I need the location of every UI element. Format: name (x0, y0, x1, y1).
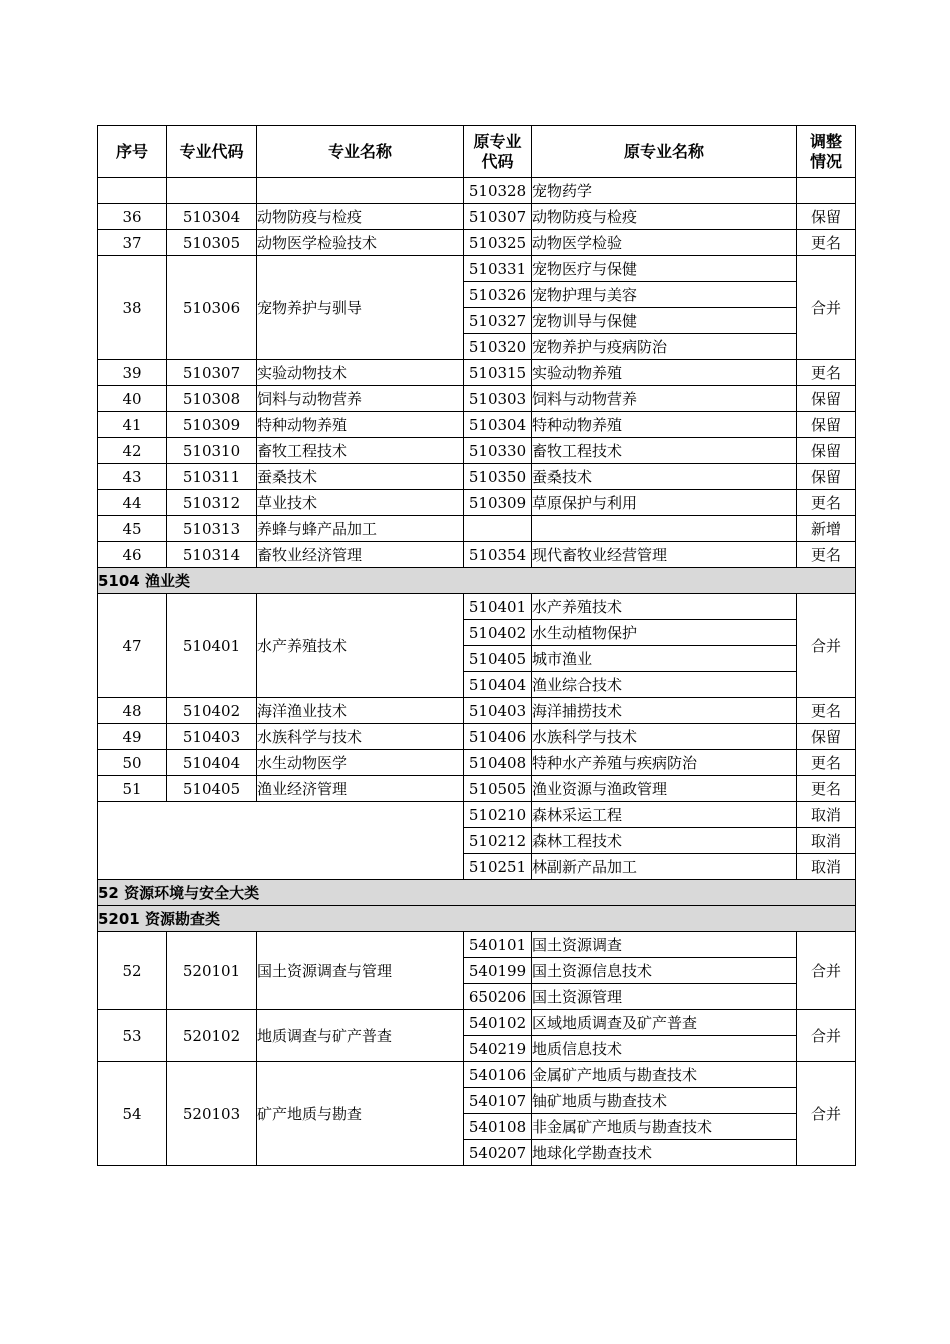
code-cell: 510402 (167, 698, 257, 724)
table-row (98, 698, 856, 724)
seq-cell: 54 (98, 1062, 167, 1166)
orig-name-cell: 国土资源信息技术 (532, 958, 797, 984)
status-cell: 新增 (797, 516, 856, 542)
orig-name-cell (532, 516, 797, 542)
name-cell: 矿产地质与勘查 (257, 1062, 464, 1166)
seq-cell: 39 (98, 360, 167, 386)
table-row (98, 750, 856, 776)
header-status-line2: 情况 (809, 151, 842, 171)
code-cell: 510403 (167, 724, 257, 750)
name-cell: 动物防疫与检疫 (257, 204, 464, 230)
orig-name-cell: 地质信息技术 (532, 1036, 797, 1062)
orig-code-cell (464, 516, 532, 542)
orig-name-cell: 水族科学与技术 (532, 724, 797, 750)
table-row (98, 1010, 856, 1036)
name-cell: 畜牧业经济管理 (257, 542, 464, 568)
code-cell (167, 178, 257, 204)
status-cell (797, 178, 856, 204)
orig-code-cell: 510403 (464, 698, 532, 724)
orig-code-cell: 510404 (464, 672, 532, 698)
orig-name-cell: 国土资源调查 (532, 932, 797, 958)
orig-code-cell: 510327 (464, 308, 532, 334)
orig-name-cell: 特种动物养殖 (532, 412, 797, 438)
orig-code-cell: 510212 (464, 828, 532, 854)
seq-cell: 37 (98, 230, 167, 256)
name-cell: 养蜂与蜂产品加工 (257, 516, 464, 542)
orig-name-cell: 海洋捕捞技术 (532, 698, 797, 724)
table-row (98, 490, 856, 516)
orig-name-cell: 水生动植物保护 (532, 620, 797, 646)
seq-cell (98, 178, 167, 204)
seq-cell: 42 (98, 438, 167, 464)
table-row (98, 386, 856, 412)
orig-name-cell: 渔业资源与渔政管理 (532, 776, 797, 802)
seq-cell: 45 (98, 516, 167, 542)
code-cell: 510308 (167, 386, 257, 412)
code-cell: 510404 (167, 750, 257, 776)
status-cell: 更名 (797, 698, 856, 724)
orig-code-cell: 510354 (464, 542, 532, 568)
status-cell: 合并 (797, 256, 856, 360)
orig-code-cell: 510251 (464, 854, 532, 880)
header-status-line1: 调整 (809, 131, 842, 151)
category-label: 5201 资源勘查类 (98, 906, 856, 932)
table-row (98, 464, 856, 490)
header-status (797, 126, 856, 178)
category-label: 5104 渔业类 (98, 568, 856, 594)
orig-code-cell: 650206 (464, 984, 532, 1010)
status-cell: 保留 (797, 724, 856, 750)
orig-code-cell: 510309 (464, 490, 532, 516)
orig-code-cell: 540102 (464, 1010, 532, 1036)
orig-name-cell: 宠物训导与保健 (532, 308, 797, 334)
table-row (98, 360, 856, 386)
seq-cell: 47 (98, 594, 167, 698)
name-cell: 特种动物养殖 (257, 412, 464, 438)
name-cell: 水产养殖技术 (257, 594, 464, 698)
code-cell: 510401 (167, 594, 257, 698)
status-cell: 更名 (797, 542, 856, 568)
name-cell: 饲料与动物营养 (257, 386, 464, 412)
orig-code-cell: 510408 (464, 750, 532, 776)
table-row (98, 230, 856, 256)
orig-name-cell: 渔业综合技术 (532, 672, 797, 698)
orig-code-cell: 510315 (464, 360, 532, 386)
orig-code-cell: 540106 (464, 1062, 532, 1088)
table-row (98, 594, 856, 620)
orig-name-cell: 林副新产品加工 (532, 854, 797, 880)
orig-code-cell: 510210 (464, 802, 532, 828)
orig-name-cell: 饲料与动物营养 (532, 386, 797, 412)
orig-code-cell: 510331 (464, 256, 532, 282)
seq-cell: 52 (98, 932, 167, 1010)
seq-cell: 49 (98, 724, 167, 750)
orig-code-cell: 510304 (464, 412, 532, 438)
status-cell: 更名 (797, 360, 856, 386)
name-cell: 国土资源调查与管理 (257, 932, 464, 1010)
code-cell: 510313 (167, 516, 257, 542)
cancelled-blank-cell (98, 802, 464, 880)
header-seq: 序号 (98, 126, 167, 178)
status-cell: 合并 (797, 1010, 856, 1062)
orig-name-cell: 宠物医疗与保健 (532, 256, 797, 282)
orig-code-cell: 510320 (464, 334, 532, 360)
name-cell: 水生动物医学 (257, 750, 464, 776)
code-cell: 510405 (167, 776, 257, 802)
orig-name-cell: 森林工程技术 (532, 828, 797, 854)
orig-name-cell: 实验动物养殖 (532, 360, 797, 386)
orig-code-cell: 510325 (464, 230, 532, 256)
table-row (98, 516, 856, 542)
category-row (98, 568, 856, 594)
code-cell: 510307 (167, 360, 257, 386)
header-orig-code (464, 126, 532, 178)
category-row (98, 906, 856, 932)
orig-code-cell: 510402 (464, 620, 532, 646)
orig-name-cell: 水产养殖技术 (532, 594, 797, 620)
orig-name-cell: 现代畜牧业经营管理 (532, 542, 797, 568)
header-row (98, 126, 856, 178)
seq-cell: 53 (98, 1010, 167, 1062)
status-cell: 保留 (797, 412, 856, 438)
orig-code-cell: 540199 (464, 958, 532, 984)
orig-code-cell: 510330 (464, 438, 532, 464)
table-row (98, 204, 856, 230)
orig-code-cell: 510401 (464, 594, 532, 620)
header-orig-name: 原专业名称 (532, 126, 797, 178)
table-row (98, 542, 856, 568)
header-orig-code-line2: 代码 (481, 151, 514, 171)
status-cell: 取消 (797, 828, 856, 854)
name-cell: 渔业经济管理 (257, 776, 464, 802)
code-cell: 520102 (167, 1010, 257, 1062)
status-cell: 合并 (797, 932, 856, 1010)
status-cell: 更名 (797, 490, 856, 516)
status-cell: 保留 (797, 438, 856, 464)
table-row (98, 438, 856, 464)
code-cell: 520103 (167, 1062, 257, 1166)
orig-code-cell: 540219 (464, 1036, 532, 1062)
name-cell: 蚕桑技术 (257, 464, 464, 490)
orig-code-cell: 540101 (464, 932, 532, 958)
seq-cell: 44 (98, 490, 167, 516)
name-cell: 地质调查与矿产普查 (257, 1010, 464, 1062)
table-row (98, 802, 856, 828)
orig-name-cell: 动物医学检验 (532, 230, 797, 256)
major-category-label: 52 资源环境与安全大类 (98, 880, 856, 906)
orig-name-cell: 区域地质调查及矿产普查 (532, 1010, 797, 1036)
orig-code-cell: 510328 (464, 178, 532, 204)
seq-cell: 40 (98, 386, 167, 412)
orig-name-cell: 宠物药学 (532, 178, 797, 204)
orig-code-cell: 510326 (464, 282, 532, 308)
status-cell: 更名 (797, 776, 856, 802)
code-cell: 510304 (167, 204, 257, 230)
status-cell: 保留 (797, 204, 856, 230)
name-cell (257, 178, 464, 204)
orig-name-cell: 宠物护理与美容 (532, 282, 797, 308)
orig-code-cell: 510406 (464, 724, 532, 750)
major-adjustment-table (97, 125, 856, 1166)
status-cell: 合并 (797, 1062, 856, 1166)
code-cell: 520101 (167, 932, 257, 1010)
table-body (98, 178, 856, 1166)
seq-cell: 36 (98, 204, 167, 230)
orig-name-cell: 金属矿产地质与勘查技术 (532, 1062, 797, 1088)
status-cell: 更名 (797, 230, 856, 256)
status-cell: 保留 (797, 464, 856, 490)
name-cell: 水族科学与技术 (257, 724, 464, 750)
orig-name-cell: 国土资源管理 (532, 984, 797, 1010)
table-row (98, 1062, 856, 1088)
table-row (98, 256, 856, 282)
code-cell: 510309 (167, 412, 257, 438)
seq-cell: 43 (98, 464, 167, 490)
orig-name-cell: 地球化学勘查技术 (532, 1140, 797, 1166)
code-cell: 510306 (167, 256, 257, 360)
seq-cell: 41 (98, 412, 167, 438)
name-cell: 实验动物技术 (257, 360, 464, 386)
code-cell: 510305 (167, 230, 257, 256)
orig-code-cell: 510307 (464, 204, 532, 230)
status-cell: 合并 (797, 594, 856, 698)
seq-cell: 50 (98, 750, 167, 776)
orig-code-cell: 540207 (464, 1140, 532, 1166)
table-row (98, 178, 856, 204)
status-cell: 取消 (797, 854, 856, 880)
orig-code-cell: 540108 (464, 1114, 532, 1140)
name-cell: 动物医学检验技术 (257, 230, 464, 256)
status-cell: 取消 (797, 802, 856, 828)
orig-name-cell: 城市渔业 (532, 646, 797, 672)
orig-name-cell: 非金属矿产地质与勘查技术 (532, 1114, 797, 1140)
table-row (98, 724, 856, 750)
table-row (98, 932, 856, 958)
code-cell: 510312 (167, 490, 257, 516)
orig-code-cell: 540107 (464, 1088, 532, 1114)
name-cell: 草业技术 (257, 490, 464, 516)
seq-cell: 48 (98, 698, 167, 724)
orig-code-cell: 510505 (464, 776, 532, 802)
name-cell: 宠物养护与驯导 (257, 256, 464, 360)
header-name: 专业名称 (257, 126, 464, 178)
header-code: 专业代码 (167, 126, 257, 178)
seq-cell: 46 (98, 542, 167, 568)
code-cell: 510311 (167, 464, 257, 490)
orig-code-cell: 510350 (464, 464, 532, 490)
major-category-row (98, 880, 856, 906)
orig-name-cell: 森林采运工程 (532, 802, 797, 828)
seq-cell: 38 (98, 256, 167, 360)
name-cell: 畜牧工程技术 (257, 438, 464, 464)
status-cell: 更名 (797, 750, 856, 776)
orig-name-cell: 动物防疫与检疫 (532, 204, 797, 230)
orig-name-cell: 铀矿地质与勘查技术 (532, 1088, 797, 1114)
header-orig-code-line1: 原专业 (473, 131, 522, 151)
table-row (98, 776, 856, 802)
code-cell: 510310 (167, 438, 257, 464)
seq-cell: 51 (98, 776, 167, 802)
orig-name-cell: 草原保护与利用 (532, 490, 797, 516)
code-cell: 510314 (167, 542, 257, 568)
orig-name-cell: 蚕桑技术 (532, 464, 797, 490)
orig-name-cell: 畜牧工程技术 (532, 438, 797, 464)
orig-code-cell: 510405 (464, 646, 532, 672)
name-cell: 海洋渔业技术 (257, 698, 464, 724)
orig-name-cell: 宠物养护与疫病防治 (532, 334, 797, 360)
orig-name-cell: 特种水产养殖与疾病防治 (532, 750, 797, 776)
status-cell: 保留 (797, 386, 856, 412)
table-row (98, 412, 856, 438)
orig-code-cell: 510303 (464, 386, 532, 412)
